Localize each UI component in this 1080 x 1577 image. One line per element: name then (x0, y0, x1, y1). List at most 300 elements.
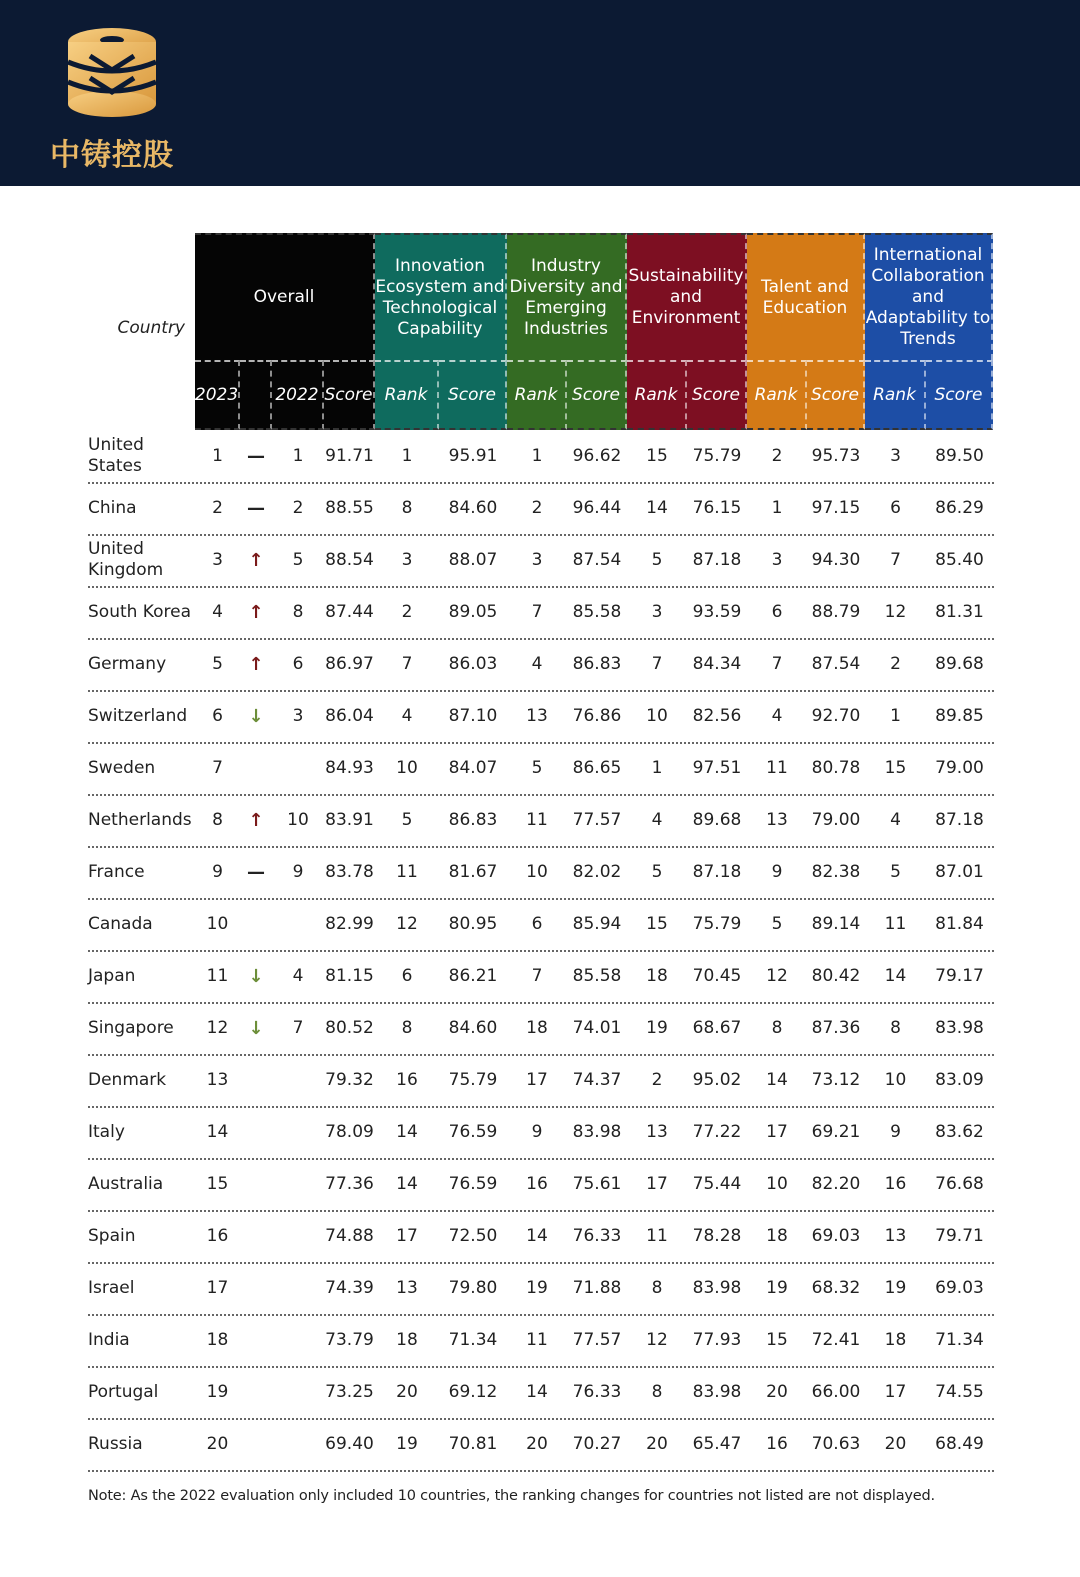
cell-trend (240, 1262, 272, 1314)
cell-international-score: 85.40 (935, 550, 984, 570)
cell-sustainability-score: 76.15 (692, 498, 742, 518)
cell-innovation-rank: 20 (396, 1382, 418, 1402)
cell-industry-score: 83.98 (572, 1122, 622, 1142)
country-name: South Korea (88, 601, 192, 622)
cell-score: 74.39 (325, 1278, 374, 1298)
cell-rank-2022: 9 (292, 862, 304, 882)
cell-sustainability-score: 75.44 (692, 1174, 742, 1194)
cell-international-score: 76.68 (935, 1174, 984, 1194)
cell-sustainability-score: 82.56 (692, 706, 742, 726)
cell-international-rank: 7 (890, 550, 901, 570)
cell-international-rank: 11 (884, 914, 907, 934)
cell-rank-2022 (272, 1262, 324, 1314)
cell-industry-score: 86.65 (572, 758, 622, 778)
cell-trend (240, 482, 272, 534)
cell-sustainability-score: 65.47 (692, 1434, 742, 1454)
cell-talent-rank: 10 (766, 1174, 788, 1194)
subheader-sustainability-score: Score (687, 360, 747, 430)
cell-sustainability-score: 83.98 (692, 1278, 742, 1298)
cell-industry-rank: 20 (526, 1434, 548, 1454)
cell-industry-score: 85.94 (572, 914, 622, 934)
cell-industry-score: 71.88 (572, 1278, 622, 1298)
cell-talent-score: 66.00 (811, 1382, 861, 1402)
cell-talent-score: 97.15 (811, 498, 861, 518)
cell-sustainability-rank: 15 (646, 914, 668, 934)
cell-trend (240, 846, 272, 898)
cell-score: 81.15 (325, 966, 374, 986)
cell-international-rank: 4 (890, 810, 901, 830)
cell-sustainability-score: 97.51 (692, 758, 742, 778)
cell-industry-rank: 4 (531, 654, 543, 674)
table-row (88, 638, 994, 692)
cell-talent-rank: 7 (771, 654, 783, 674)
cell-rank-2022 (272, 1314, 324, 1366)
country-name: Spain (88, 1225, 136, 1246)
cell-trend (240, 690, 272, 742)
cell-international-rank: 20 (884, 1434, 907, 1454)
cell-industry-rank: 14 (526, 1226, 548, 1246)
header-sustainability: Sustainability and Environment (627, 233, 747, 360)
trend-same-icon: — (247, 497, 265, 519)
table-row (88, 742, 994, 796)
cell-talent-score: 87.36 (811, 1018, 861, 1038)
cell-innovation-score: 84.07 (448, 758, 498, 778)
cell-innovation-rank: 7 (401, 654, 413, 674)
subheader-international-rank: Rank (865, 360, 926, 430)
subheader-overall-score: Score (324, 360, 375, 430)
cell-industry-score: 85.58 (572, 602, 622, 622)
table-row (88, 898, 994, 952)
table-row (88, 1314, 994, 1368)
cell-industry-score: 74.37 (572, 1070, 622, 1090)
cell-trend (240, 586, 272, 638)
cell-industry-score: 87.54 (572, 550, 622, 570)
cell-industry-score: 77.57 (572, 810, 622, 830)
cell-innovation-score: 84.60 (448, 498, 498, 518)
cell-talent-score: 70.63 (811, 1434, 861, 1454)
cell-international-score: 71.34 (935, 1330, 984, 1350)
cell-talent-score: 72.41 (811, 1330, 861, 1350)
table-row (88, 586, 994, 640)
cell-rank-2023: 6 (212, 706, 223, 726)
trend-down-icon: ↓ (248, 1017, 264, 1039)
cell-talent-rank: 20 (766, 1382, 788, 1402)
cell-industry-score: 86.83 (572, 654, 622, 674)
subheader-sustainability-rank: Rank (627, 360, 687, 430)
cell-rank-2022: 10 (287, 810, 309, 830)
cell-industry-rank: 5 (531, 758, 543, 778)
cell-industry-score: 96.62 (572, 446, 622, 466)
cell-international-rank: 10 (884, 1070, 907, 1090)
cell-rank-2023: 2 (212, 498, 223, 518)
cell-innovation-score: 80.95 (448, 914, 498, 934)
cell-rank-2022 (272, 1054, 324, 1106)
trend-up-icon: ↑ (248, 549, 264, 571)
cell-trend (240, 950, 272, 1002)
trend-up-icon: ↑ (248, 809, 264, 831)
cell-international-rank: 3 (890, 446, 901, 466)
cell-score: 87.44 (325, 602, 374, 622)
subheader-overall-2023: 2023 (195, 360, 240, 430)
cell-industry-rank: 11 (526, 1330, 548, 1350)
cell-industry-rank: 18 (526, 1018, 548, 1038)
cell-talent-score: 89.14 (811, 914, 861, 934)
cell-rank-2022: 8 (292, 602, 304, 622)
cell-score: 73.25 (325, 1382, 374, 1402)
cell-sustainability-score: 75.79 (692, 446, 742, 466)
cell-innovation-score: 71.34 (448, 1330, 498, 1350)
cell-international-score: 83.98 (935, 1018, 984, 1038)
cell-industry-rank: 13 (526, 706, 548, 726)
cell-international-score: 69.03 (935, 1278, 984, 1298)
table-row (88, 1106, 994, 1160)
cell-innovation-rank: 3 (401, 550, 413, 570)
trend-up-icon: ↑ (248, 653, 264, 675)
cell-industry-score: 76.33 (572, 1226, 622, 1246)
cell-international-rank: 5 (890, 862, 901, 882)
cell-international-score: 79.71 (935, 1226, 984, 1246)
table-row (88, 534, 994, 588)
cell-rank-2022 (272, 1418, 324, 1470)
cell-industry-score: 76.86 (572, 706, 622, 726)
cell-innovation-rank: 17 (396, 1226, 418, 1246)
cell-international-rank: 17 (884, 1382, 907, 1402)
cell-innovation-score: 81.67 (448, 862, 498, 882)
cell-industry-score: 77.57 (572, 1330, 622, 1350)
cell-innovation-score: 69.12 (448, 1382, 498, 1402)
cell-sustainability-score: 93.59 (692, 602, 742, 622)
cell-trend (240, 1002, 272, 1054)
cell-talent-rank: 15 (766, 1330, 788, 1350)
cell-innovation-rank: 6 (401, 966, 413, 986)
cell-talent-rank: 1 (771, 498, 783, 518)
cell-industry-rank: 16 (526, 1174, 548, 1194)
cell-rank-2023: 13 (206, 1070, 229, 1090)
cell-talent-score: 95.73 (811, 446, 861, 466)
cell-talent-rank: 5 (771, 914, 783, 934)
cell-sustainability-rank: 19 (646, 1018, 668, 1038)
cell-industry-rank: 1 (531, 446, 543, 466)
subheader-overall-2022: 2022 (272, 360, 324, 430)
cell-industry-rank: 3 (531, 550, 543, 570)
cell-innovation-rank: 8 (401, 498, 413, 518)
cell-score: 82.99 (325, 914, 374, 934)
cell-sustainability-score: 78.28 (692, 1226, 742, 1246)
cell-industry-rank: 7 (531, 602, 543, 622)
header-talent: Talent and Education (747, 233, 865, 360)
country-name: France (88, 861, 145, 882)
cell-industry-score: 76.33 (572, 1382, 622, 1402)
cell-innovation-rank: 1 (401, 446, 413, 466)
cell-innovation-score: 86.03 (448, 654, 498, 674)
table-row (88, 1002, 994, 1056)
cell-trend (240, 1054, 272, 1106)
cell-international-score: 89.68 (935, 654, 984, 674)
cell-trend (240, 638, 272, 690)
country-name: Denmark (88, 1069, 167, 1090)
cell-score: 80.52 (325, 1018, 374, 1038)
subheader-innovation-rank: Rank (375, 360, 439, 430)
cell-innovation-score: 72.50 (448, 1226, 498, 1246)
cell-industry-rank: 11 (526, 810, 548, 830)
cell-talent-score: 69.21 (811, 1122, 861, 1142)
cell-innovation-score: 84.60 (448, 1018, 498, 1038)
country-name: Singapore (88, 1017, 174, 1038)
table-row (88, 482, 994, 536)
cell-talent-score: 80.78 (811, 758, 861, 778)
cell-rank-2023: 11 (206, 966, 229, 986)
cell-innovation-rank: 11 (396, 862, 418, 882)
cell-rank-2022: 6 (292, 654, 304, 674)
cell-rank-2023: 14 (206, 1122, 229, 1142)
cell-international-rank: 15 (884, 758, 907, 778)
cell-innovation-score: 86.83 (448, 810, 498, 830)
cell-talent-rank: 12 (766, 966, 788, 986)
cell-international-rank: 9 (890, 1122, 901, 1142)
table-row (88, 1210, 994, 1264)
cell-talent-rank: 8 (771, 1018, 783, 1038)
subheader-talent-rank: Rank (747, 360, 807, 430)
cell-talent-rank: 3 (771, 550, 783, 570)
cell-sustainability-rank: 7 (651, 654, 663, 674)
trend-down-icon: ↓ (248, 965, 264, 987)
cell-talent-rank: 16 (766, 1434, 788, 1454)
cell-talent-rank: 13 (766, 810, 788, 830)
cell-rank-2023: 9 (212, 862, 223, 882)
cell-trend (240, 1210, 272, 1262)
country-name: United Kingdom (88, 539, 164, 580)
cell-international-score: 89.85 (935, 706, 984, 726)
cell-sustainability-rank: 3 (651, 602, 663, 622)
cell-trend (240, 1106, 272, 1158)
cell-score: 88.54 (325, 550, 374, 570)
cell-innovation-rank: 16 (396, 1070, 418, 1090)
country-header: Country (117, 318, 185, 338)
cell-trend (240, 898, 272, 950)
cell-talent-score: 68.32 (811, 1278, 861, 1298)
cell-rank-2022 (272, 1210, 324, 1262)
cell-sustainability-score: 95.02 (692, 1070, 742, 1090)
cell-score: 86.97 (325, 654, 374, 674)
brand-name: 中铸控股 (50, 138, 174, 173)
cell-rank-2022 (272, 898, 324, 950)
cell-trend (240, 1418, 272, 1470)
cell-industry-rank: 6 (531, 914, 543, 934)
cell-sustainability-rank: 15 (646, 446, 668, 466)
cell-international-rank: 1 (890, 706, 901, 726)
cell-talent-rank: 11 (766, 758, 788, 778)
cell-score: 79.32 (325, 1070, 374, 1090)
table-row (88, 1418, 994, 1472)
cell-sustainability-score: 77.22 (692, 1122, 742, 1142)
cell-rank-2023: 5 (212, 654, 223, 674)
cell-international-score: 83.09 (935, 1070, 984, 1090)
cell-talent-rank: 2 (771, 446, 783, 466)
cell-trend (240, 1366, 272, 1418)
cell-industry-score: 70.27 (572, 1434, 622, 1454)
subheader-talent-score: Score (807, 360, 865, 430)
cell-international-score: 74.55 (935, 1382, 984, 1402)
cell-innovation-score: 70.81 (448, 1434, 498, 1454)
cell-international-score: 81.31 (935, 602, 984, 622)
country-name: Russia (88, 1433, 143, 1454)
table-row (88, 950, 994, 1004)
cell-rank-2023: 15 (206, 1174, 229, 1194)
cell-talent-score: 69.03 (811, 1226, 861, 1246)
cell-innovation-rank: 19 (396, 1434, 418, 1454)
cell-innovation-rank: 8 (401, 1018, 413, 1038)
cell-talent-score: 79.00 (811, 810, 861, 830)
cell-international-rank: 19 (884, 1278, 907, 1298)
cell-innovation-rank: 14 (396, 1122, 418, 1142)
cell-rank-2023: 4 (212, 602, 223, 622)
cell-rank-2023: 3 (212, 550, 223, 570)
cell-innovation-score: 89.05 (448, 602, 498, 622)
cell-rank-2023: 17 (206, 1278, 229, 1298)
cell-industry-rank: 9 (531, 1122, 543, 1142)
cell-innovation-rank: 5 (401, 810, 413, 830)
cell-innovation-rank: 10 (396, 758, 418, 778)
cell-innovation-rank: 13 (396, 1278, 418, 1298)
cell-score: 83.91 (325, 810, 374, 830)
cell-international-score: 89.50 (935, 446, 984, 466)
cell-rank-2022: 2 (292, 498, 304, 518)
country-name: Israel (88, 1277, 135, 1298)
cell-rank-2022: 7 (292, 1018, 304, 1038)
cell-innovation-score: 87.10 (448, 706, 498, 726)
country-name: Netherlands (88, 809, 192, 830)
cell-international-rank: 13 (884, 1226, 907, 1246)
country-name: China (88, 497, 137, 518)
cell-talent-rank: 17 (766, 1122, 788, 1142)
cell-rank-2023: 16 (206, 1226, 229, 1246)
subheader-international-score: Score (926, 360, 993, 430)
header-industry: Industry Diversity and Emerging Industries (507, 233, 627, 360)
cell-international-score: 68.49 (935, 1434, 984, 1454)
table-row (88, 1158, 994, 1212)
cell-industry-score: 74.01 (572, 1018, 622, 1038)
cell-innovation-score: 76.59 (448, 1174, 498, 1194)
cell-sustainability-rank: 5 (651, 862, 663, 882)
cell-talent-score: 88.79 (811, 602, 861, 622)
cell-talent-score: 80.42 (811, 966, 861, 986)
trend-down-icon: ↓ (248, 705, 264, 727)
cell-rank-2023: 20 (206, 1434, 229, 1454)
cell-international-rank: 2 (890, 654, 901, 674)
footnote: Note: As the 2022 evaluation only included 10 countries, the ranking changes for countries not listed are not displayed. (88, 1488, 935, 1504)
cell-international-rank: 16 (884, 1174, 907, 1194)
cell-international-rank: 12 (884, 602, 907, 622)
cell-sustainability-score: 87.18 (692, 550, 742, 570)
cell-innovation-rank: 4 (401, 706, 413, 726)
cell-talent-score: 92.70 (811, 706, 861, 726)
cell-trend (240, 430, 272, 482)
cell-sustainability-rank: 11 (646, 1226, 668, 1246)
country-name: Japan (88, 965, 136, 986)
cell-rank-2022: 1 (292, 446, 304, 466)
cell-rank-2022: 5 (292, 550, 304, 570)
table-row (88, 690, 994, 744)
country-name: Italy (88, 1121, 125, 1142)
cell-sustainability-rank: 14 (646, 498, 668, 518)
table-row (88, 794, 994, 848)
cell-international-rank: 18 (884, 1330, 907, 1350)
cell-international-score: 79.00 (935, 758, 984, 778)
country-name: Germany (88, 653, 167, 674)
trend-same-icon: — (247, 445, 265, 467)
cell-sustainability-rank: 12 (646, 1330, 668, 1350)
cell-innovation-rank: 12 (396, 914, 418, 934)
subheader-industry-score: Score (567, 360, 627, 430)
cell-talent-score: 82.20 (811, 1174, 861, 1194)
cell-sustainability-rank: 4 (651, 810, 663, 830)
cell-sustainability-rank: 8 (651, 1382, 663, 1402)
cell-international-score: 79.17 (935, 966, 984, 986)
cell-score: 78.09 (325, 1122, 374, 1142)
cell-sustainability-score: 75.79 (692, 914, 742, 934)
cell-rank-2023: 18 (206, 1330, 229, 1350)
cell-talent-score: 87.54 (811, 654, 861, 674)
cell-innovation-score: 76.59 (448, 1122, 498, 1142)
cell-rank-2023: 1 (212, 446, 223, 466)
cell-score: 77.36 (325, 1174, 374, 1194)
cell-industry-score: 96.44 (572, 498, 622, 518)
cell-innovation-rank: 2 (401, 602, 413, 622)
cell-talent-score: 82.38 (811, 862, 861, 882)
cell-sustainability-rank: 5 (651, 550, 663, 570)
cell-talent-rank: 6 (771, 602, 783, 622)
cell-trend (240, 794, 272, 846)
country-name: Australia (88, 1173, 164, 1194)
subheader-industry-rank: Rank (507, 360, 567, 430)
cell-rank-2022 (272, 1158, 324, 1210)
cell-sustainability-score: 84.34 (692, 654, 742, 674)
table-row (88, 846, 994, 900)
cell-score: 74.88 (325, 1226, 374, 1246)
cell-sustainability-rank: 2 (651, 1070, 663, 1090)
cell-rank-2023: 19 (206, 1382, 229, 1402)
cell-rank-2023: 7 (212, 758, 223, 778)
cell-sustainability-rank: 8 (651, 1278, 663, 1298)
country-name: Switzerland (88, 705, 188, 726)
cell-rank-2023: 12 (206, 1018, 229, 1038)
cell-industry-rank: 2 (531, 498, 543, 518)
table-row (88, 1366, 994, 1420)
header-international: International Collaboration and Adaptability to Trends (865, 233, 993, 360)
cell-industry-score: 75.61 (572, 1174, 622, 1194)
cell-industry-rank: 10 (526, 862, 548, 882)
cell-talent-score: 94.30 (811, 550, 861, 570)
cell-score: 83.78 (325, 862, 374, 882)
cell-sustainability-rank: 20 (646, 1434, 668, 1454)
header-innovation: Innovation Ecosystem and Technological Capability (375, 233, 507, 360)
cell-rank-2022 (272, 1106, 324, 1158)
cell-industry-rank: 17 (526, 1070, 548, 1090)
cell-innovation-score: 86.21 (448, 966, 498, 986)
trend-up-icon: ↑ (248, 601, 264, 623)
cell-sustainability-score: 83.98 (692, 1382, 742, 1402)
cell-innovation-score: 75.79 (448, 1070, 498, 1090)
cell-sustainability-rank: 10 (646, 706, 668, 726)
subheader-overall-change (240, 360, 272, 430)
cell-rank-2022: 4 (292, 966, 304, 986)
cell-talent-score: 73.12 (811, 1070, 861, 1090)
cell-industry-rank: 19 (526, 1278, 548, 1298)
cell-score: 73.79 (325, 1330, 374, 1350)
cell-industry-rank: 7 (531, 966, 543, 986)
cell-trend (240, 1158, 272, 1210)
cell-rank-2022: 3 (292, 706, 304, 726)
